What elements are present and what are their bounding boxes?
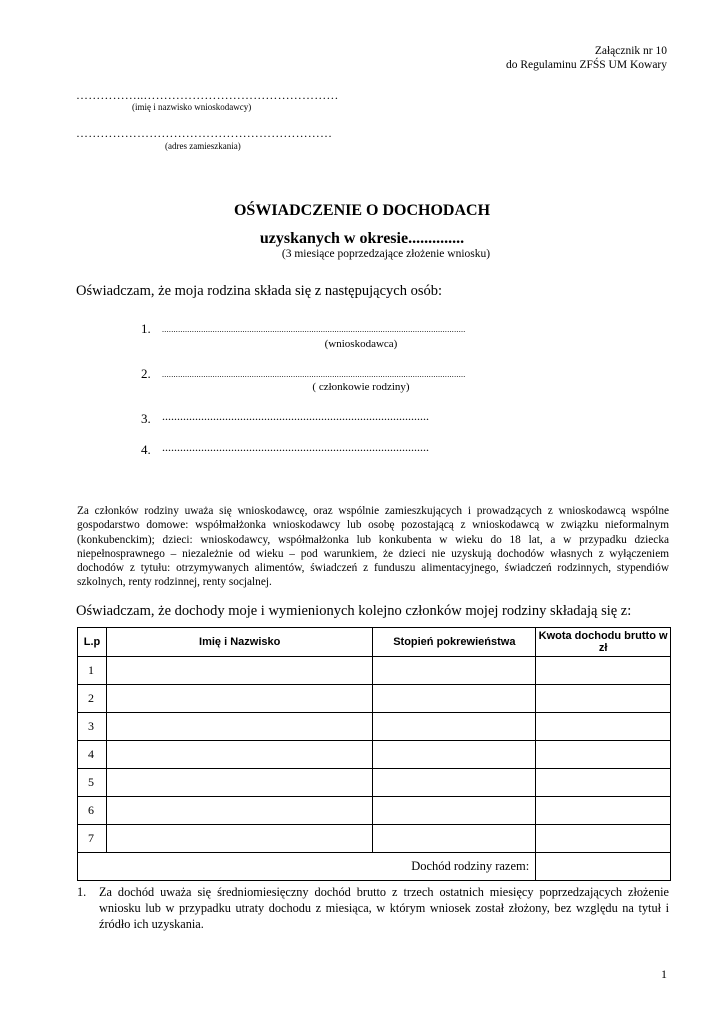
family-item-field[interactable]: ......................................................................................... — [162, 440, 429, 454]
family-item-number: 1. — [141, 321, 151, 336]
table-row — [78, 741, 671, 769]
applicant-address-field[interactable]: ……………………………………………………… — [76, 126, 333, 140]
family-item-caption: ( członkowie rodziny) — [312, 381, 410, 393]
total-income-cell[interactable] — [536, 853, 671, 881]
footnote-text: Za dochód uważa się średniomiesięczny dochód brutto z trzech ostatnich miesięcy poprzedzających złożenie wniosku lub w przypadku utraty dochodu z miesiąca, w którym wniosek został złożony, bez względu na tytuł i źródło ich uzyskania. — [99, 885, 669, 931]
table-row — [78, 713, 671, 741]
family-item-field[interactable]: ......................................................................................... — [162, 409, 429, 423]
family-item-caption: (wnioskodawca) — [324, 338, 398, 350]
name-cell[interactable] — [106, 713, 372, 741]
row-number: 1 — [78, 657, 107, 685]
income-cell[interactable] — [536, 713, 671, 741]
applicant-address-label: (adres zamieszkania) — [165, 141, 241, 151]
income-cell[interactable] — [536, 825, 671, 853]
row-number: 7 — [78, 825, 107, 853]
footnote-number: 1. — [77, 885, 87, 899]
applicant-name-label: (imię i nazwisko wnioskodawcy) — [132, 102, 252, 112]
income-cell[interactable] — [536, 741, 671, 769]
name-cell[interactable] — [106, 825, 372, 853]
table-total-row — [78, 853, 671, 881]
relationship-cell[interactable] — [373, 685, 536, 713]
family-item-number: 4. — [141, 442, 151, 457]
table-row — [78, 797, 671, 825]
family-intro: Oświadczam, że moja rodzina składa się z następujących osób: — [76, 283, 442, 299]
income-cell[interactable] — [536, 685, 671, 713]
income-cell[interactable] — [536, 769, 671, 797]
row-number: 3 — [78, 713, 107, 741]
family-definition: Za członków rodziny uważa się wnioskodawcę, oraz wspólnie zamieszkujących i prowadzących z wnioskodawcą wspólne gospodarstwo domowe: współmałżonka wnioskodawcy lub osobę pozostającą z wnioskodawcą w związku nieformalnym (konkubenckim); dzieci: wnioskodawcy, współmałżonka lub konkubenta w wieku do 18 lat, a w przypadku dziecka niepełnosprawnego – niezależnie od wieku – pod warunkiem, że dzieci nie uzyskują dochodów własnych z wyłączeniem dochodów z tytułu: otrzymywanych alimentów, świadczeń z funduszu alimentacyjnego, świadczeń rodzinnych, stypendiów szkolnych, renty rodzinnej, renty socjalnej. — [77, 505, 669, 589]
name-cell[interactable] — [106, 741, 372, 769]
period-title: uzyskanych w okresie.............. — [259, 230, 465, 247]
name-cell[interactable] — [106, 769, 372, 797]
income-cell[interactable] — [536, 797, 671, 825]
table-row — [78, 685, 671, 713]
income-intro: Oświadczam, że dochody moje i wymienionych kolejno członków mojej rodziny składają się z: — [76, 603, 632, 619]
row-number: 6 — [78, 797, 107, 825]
name-cell[interactable] — [106, 685, 372, 713]
table-row — [78, 825, 671, 853]
name-cell[interactable] — [106, 797, 372, 825]
document-title: OŚWIADCZENIE O DOCHODACH — [233, 202, 491, 219]
income-table — [77, 627, 671, 881]
relationship-cell[interactable] — [373, 797, 536, 825]
total-label: Dochód rodziny razem: — [78, 853, 536, 881]
income-cell[interactable] — [536, 657, 671, 685]
row-number: 2 — [78, 685, 107, 713]
period-note: (3 miesiące poprzedzające złożenie wniosku) — [281, 248, 491, 260]
page-number: 1 — [661, 967, 667, 981]
relationship-cell[interactable] — [373, 741, 536, 769]
relationship-cell[interactable] — [373, 657, 536, 685]
relationship-cell[interactable] — [373, 769, 536, 797]
table-header-row — [78, 628, 671, 657]
family-item-field[interactable]: .................................................................................................................................... — [162, 325, 466, 334]
family-item-number: 2. — [141, 366, 151, 381]
row-number: 5 — [78, 769, 107, 797]
family-item-field[interactable]: .................................................................................................................................... — [162, 370, 466, 379]
column-header-lp: L.p — [78, 628, 107, 657]
family-item-number: 3. — [141, 411, 151, 426]
name-cell[interactable] — [106, 657, 372, 685]
column-header-income: Kwota dochodu brutto w zł — [536, 628, 671, 657]
attachment-number: Załącznik nr 10 — [594, 45, 667, 57]
relationship-cell[interactable] — [373, 713, 536, 741]
column-header-relationship: Stopień pokrewieństwa — [373, 628, 536, 657]
table-row — [78, 769, 671, 797]
table-row — [78, 657, 671, 685]
row-number: 4 — [78, 741, 107, 769]
column-header-name: Imię i Nazwisko — [106, 628, 372, 657]
attachment-regulation: do Regulaminu ZFŚS UM Kowary — [506, 59, 667, 71]
relationship-cell[interactable] — [373, 825, 536, 853]
applicant-name-field[interactable]: ……………..………………………………………… — [76, 88, 339, 102]
